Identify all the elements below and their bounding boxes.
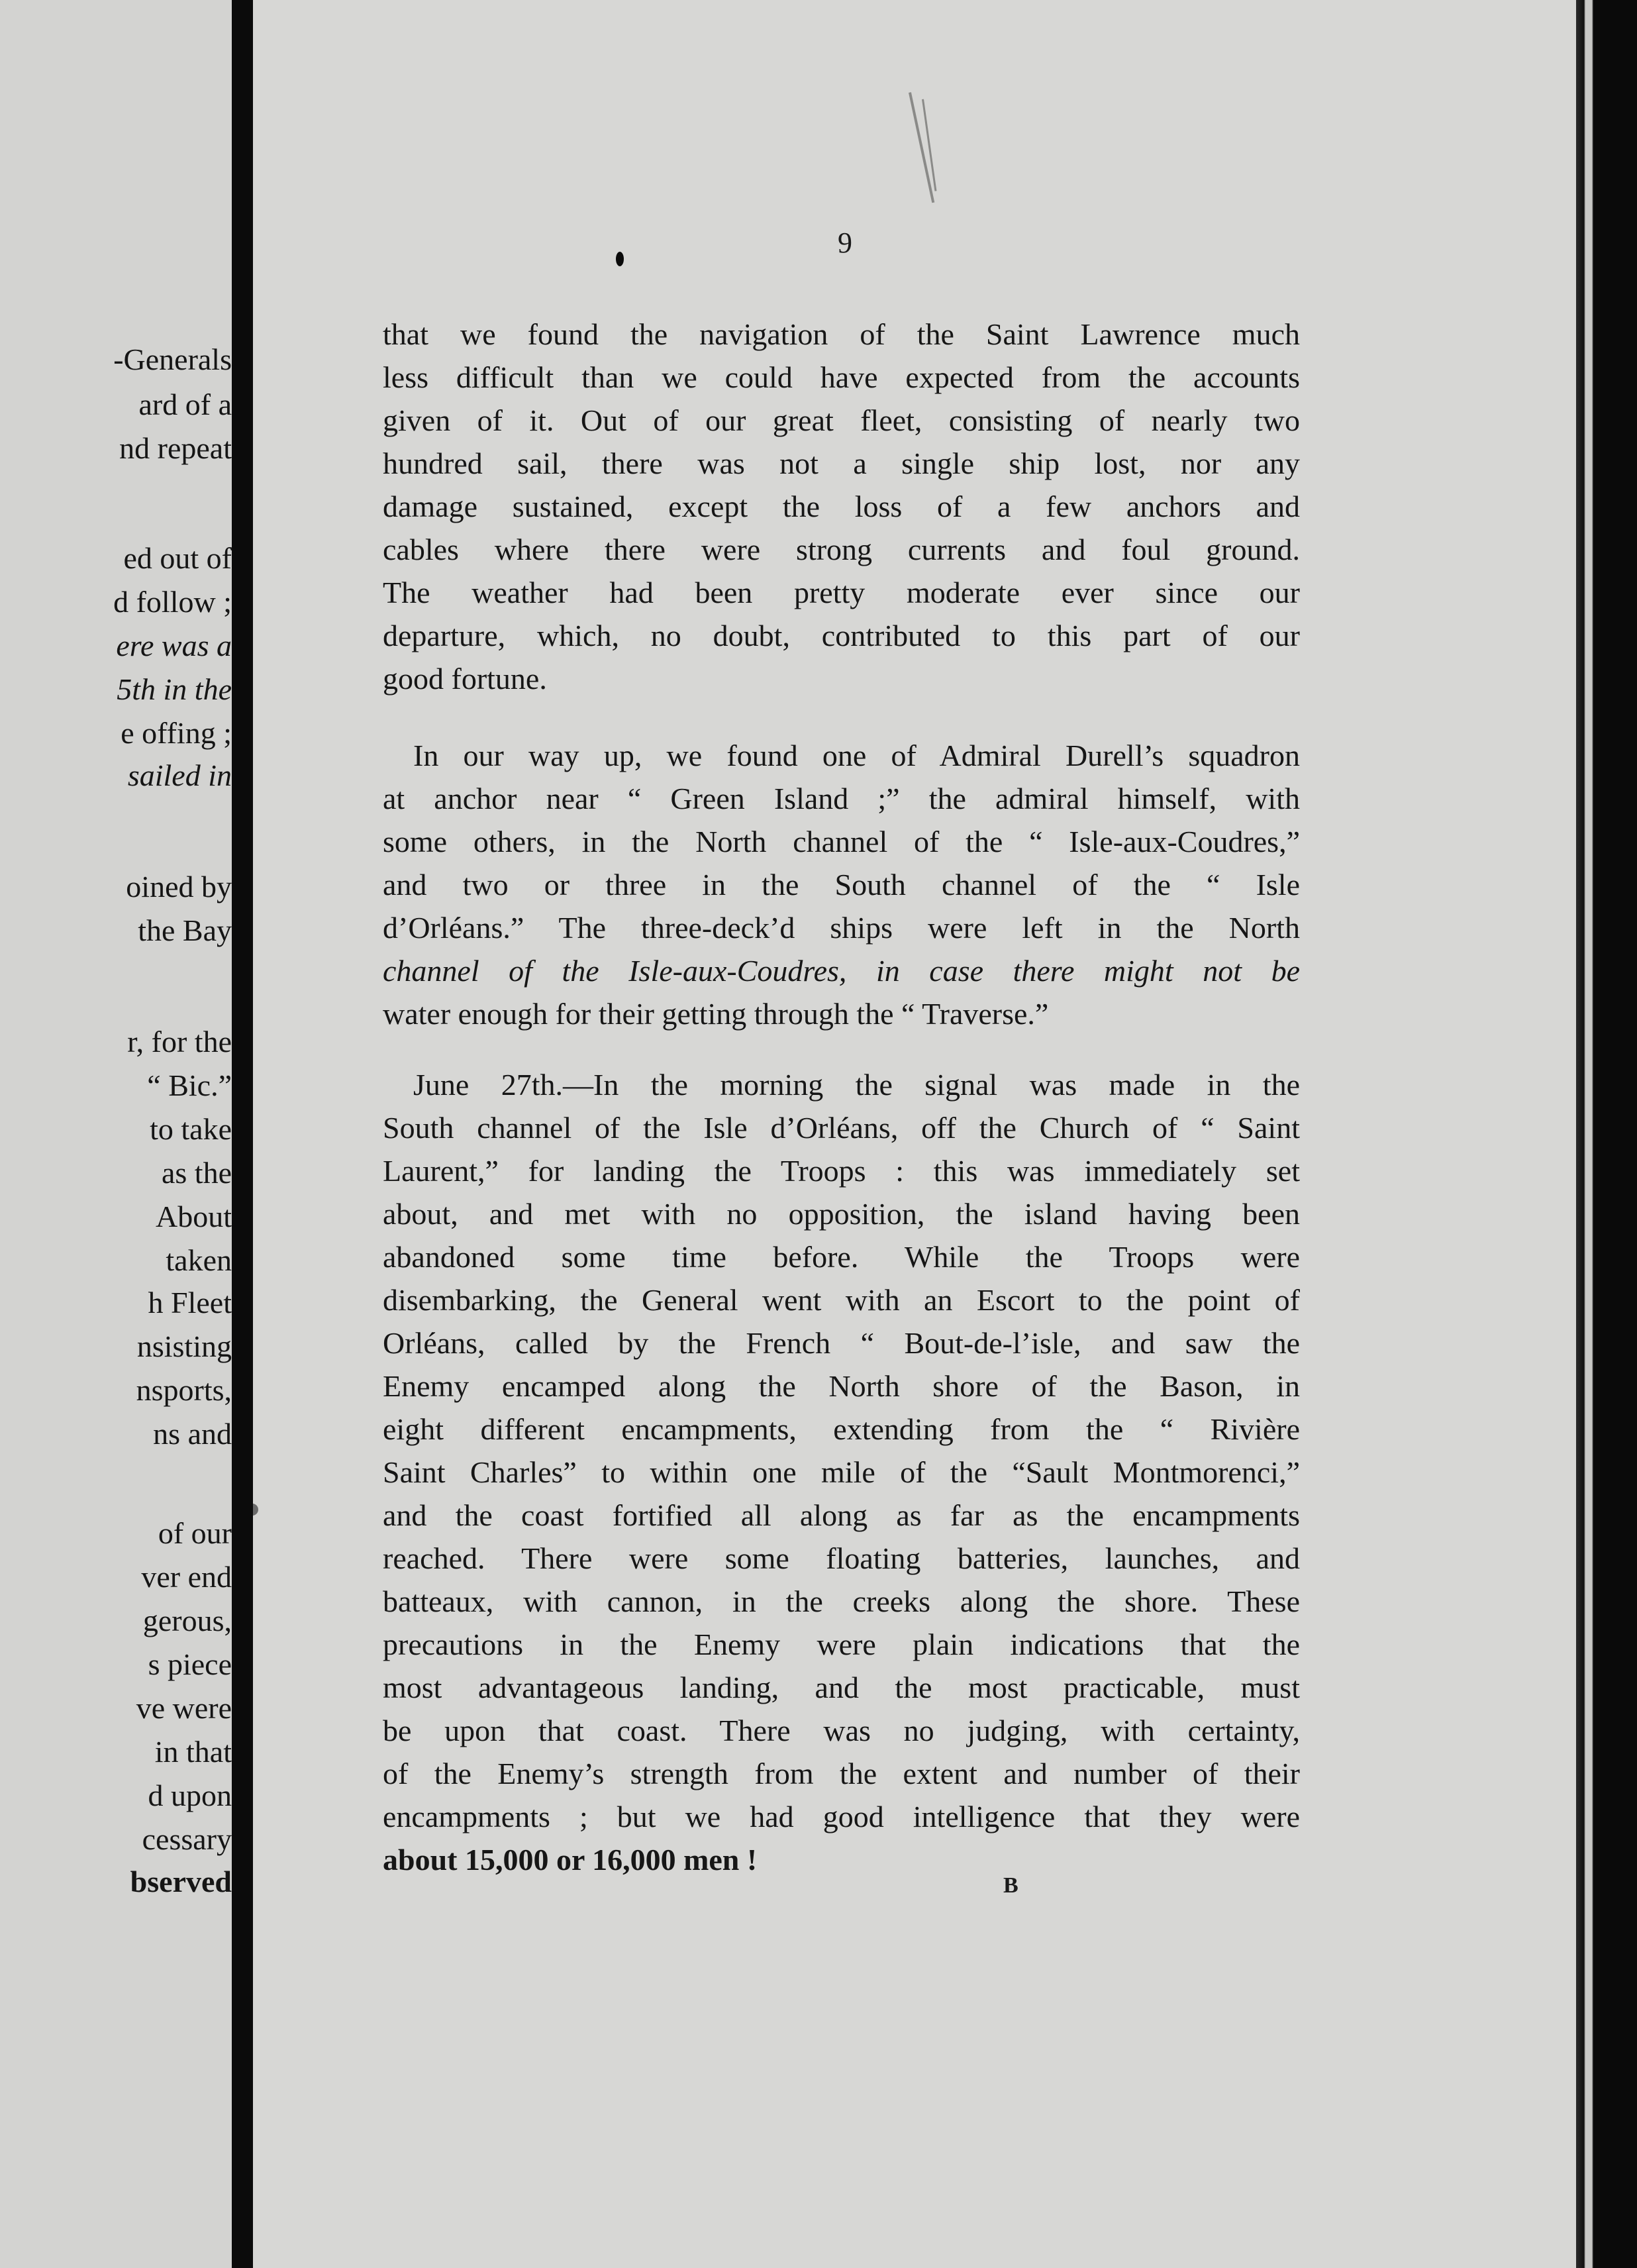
text-line: precautions in the Enemy were plain indications that the	[383, 1627, 1300, 1661]
facing-page-line: ver end	[141, 1560, 232, 1594]
facing-page-line: r, for the	[127, 1025, 232, 1058]
text-line: at anchor near “ Green Island ;” the admiral himself, with	[383, 782, 1300, 815]
text-line: In our way up, we found one of Admiral Durell’s squadron	[413, 739, 1300, 772]
facing-page-line: ere was a	[116, 629, 232, 662]
facing-page-line: e offing ;	[121, 716, 232, 750]
facing-page-line: sailed in	[127, 758, 232, 792]
text-line: d’Orléans.” The three-deck’d ships were left in the North	[383, 911, 1300, 945]
text-line: most advantageous landing, and the most practicable, must	[383, 1671, 1300, 1704]
facing-page-line: About	[156, 1200, 232, 1233]
text-line: water enough for their getting through the “ Traverse.”	[383, 997, 1049, 1031]
text-line: Enemy encamped along the North shore of the Bason, in	[383, 1369, 1300, 1403]
text-line: cables where there were strong currents and foul ground.	[383, 533, 1300, 566]
facing-page-line: of our	[158, 1516, 232, 1550]
paragraph	[383, 1063, 1300, 1881]
facing-page-line: 5th in the	[117, 672, 232, 706]
ink-speck	[253, 1504, 258, 1516]
text-line: less difficult than we could have expected from the accounts	[383, 360, 1300, 394]
facing-page-line: the Bay	[138, 913, 232, 947]
text-line: The weather had been pretty moderate ever since our	[383, 576, 1300, 609]
text-line: Orléans, called by the French “ Bout-de-l’isle, and saw the	[383, 1326, 1300, 1360]
text-line: damage sustained, except the loss of a few anchors and	[383, 490, 1300, 523]
ink-speck	[616, 252, 624, 266]
page-edge	[1576, 0, 1637, 2268]
facing-page-left	[0, 0, 232, 2268]
facing-page-line: to take	[150, 1112, 232, 1146]
facing-page-line: ed out of	[123, 541, 232, 575]
text-line: reached. There were some floating batteries, launches, and	[383, 1541, 1300, 1575]
facing-page-line: gerous,	[142, 1604, 232, 1637]
facing-page-line: in that	[154, 1735, 232, 1769]
text-line: of the Enemy’s strength from the extent and number of their	[383, 1757, 1300, 1790]
facing-page-line: as the	[161, 1156, 232, 1190]
text-line: encampments ; but we had good intelligence that they were	[383, 1800, 1300, 1833]
text-line: South channel of the Isle d’Orléans, off the Church of “ Saint	[383, 1111, 1300, 1145]
facing-page-line: ve were	[136, 1691, 232, 1725]
facing-page-line: oined by	[126, 870, 232, 903]
facing-page-line: ard of a	[138, 387, 232, 421]
text-line: that we found the navigation of the Saint Lawrence much	[383, 317, 1300, 351]
text-line: about 15,000 or 16,000 men !	[383, 1843, 758, 1877]
signature-mark: B	[1003, 1873, 1018, 1898]
facing-page-line: nsports,	[136, 1373, 232, 1407]
text-line: and the coast fortified all along as far as the encampments	[383, 1498, 1300, 1532]
text-line: about, and met with no opposition, the island having been	[383, 1197, 1300, 1231]
text-line: June 27th.—In the morning the signal was made in the	[413, 1068, 1300, 1102]
facing-page-line: -Generals	[113, 342, 232, 376]
facing-page-line: s piece	[148, 1647, 232, 1681]
text-line: hundred sail, there was not a single ship lost, nor any	[383, 446, 1300, 480]
facing-page-line: “ Bic.”	[147, 1068, 232, 1102]
facing-page-line: h Fleet	[148, 1286, 232, 1319]
paragraph	[383, 734, 1300, 1035]
text-line: and two or three in the South channel of the “ Isle	[383, 868, 1300, 902]
facing-page-line: ns and	[153, 1417, 232, 1451]
text-line: abandoned some time before. While the Troops were	[383, 1240, 1300, 1274]
text-line: batteaux, with cannon, in the creeks along the shore. These	[383, 1584, 1300, 1618]
facing-page-line: taken	[166, 1243, 232, 1277]
text-line: good fortune.	[383, 662, 547, 696]
facing-page-line: cessary	[142, 1822, 232, 1856]
text-line: disembarking, the General went with an Escort to the point of	[383, 1283, 1300, 1317]
facing-page-line: nd repeat	[119, 431, 232, 465]
text-line: given of it. Out of our great fleet, consisting of nearly two	[383, 403, 1300, 437]
facing-page-line: nsisting	[136, 1329, 232, 1363]
text-line: some others, in the North channel of the “ Isle-aux-Coudres,”	[383, 825, 1300, 858]
text-line: departure, which, no doubt, contributed to this part of our	[383, 619, 1300, 652]
text-line: Saint Charles” to within one mile of the “Sault Montmorenci,”	[383, 1455, 1300, 1489]
text-line: channel of the Isle-aux-Coudres, in case there might not be	[383, 954, 1300, 988]
paragraph	[383, 313, 1300, 700]
text-line: eight different encampments, extending from the “ Rivière	[383, 1412, 1300, 1446]
text-line: be upon that coast. There was no judging, with certainty,	[383, 1714, 1300, 1747]
book-gutter	[232, 0, 253, 2268]
page-number: 9	[838, 227, 852, 259]
facing-page-line: bserved	[130, 1865, 232, 1898]
facing-page-line: d upon	[148, 1778, 232, 1812]
text-line: Laurent,” for landing the Troops : this was immediately set	[383, 1154, 1300, 1188]
facing-page-line: d follow ;	[113, 585, 232, 619]
